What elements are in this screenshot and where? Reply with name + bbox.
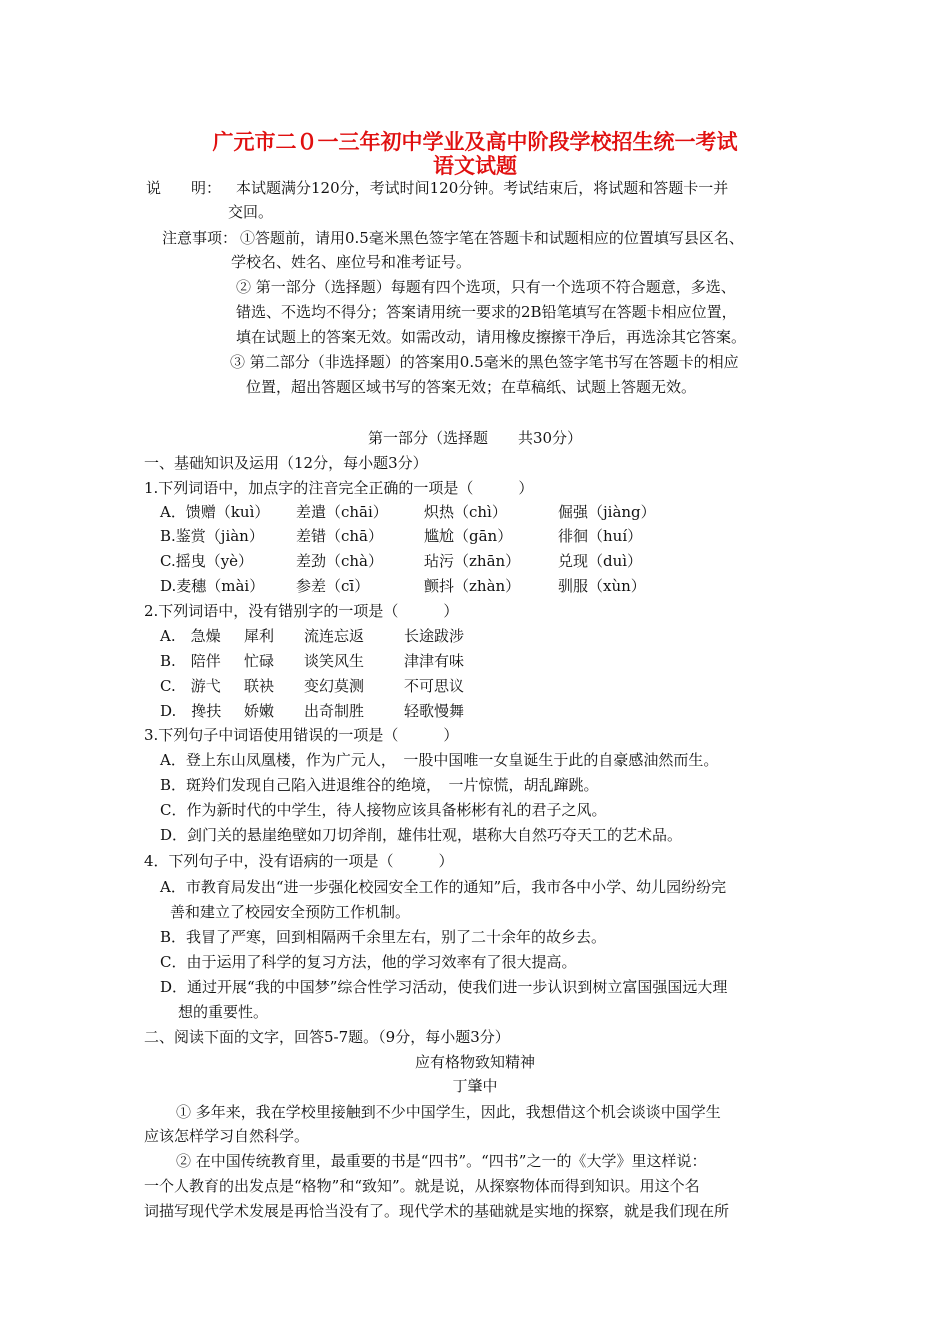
q2-option-cell: 出奇制胜: [304, 702, 365, 720]
q1-option-cell: 差劲（chà）: [296, 552, 384, 570]
q2-option-cell: 联袂: [244, 677, 275, 695]
q2-option-cell: D. 搀扶: [160, 702, 222, 720]
q2-option-cell: C. 游弋: [160, 677, 221, 695]
section-heading: 一、基础知识及运用（12分，每小题3分）: [144, 454, 428, 472]
question-stem: 2.下列词语中，没有错别字的一项是（ ）: [144, 602, 459, 620]
note-line: ①答题前，请用0.5毫米黑色签字笔在答题卡和试题相应的位置填写县区名、: [240, 229, 744, 247]
article-paragraph: 应该怎样学习自然科学。: [144, 1127, 310, 1145]
article-paragraph: ② 在中国传统教育里，最重要的书是“四书”。“四书”之一的《大学》里这样说：: [176, 1152, 707, 1170]
article-paragraph: 一个人教育的出发点是“格物”和“致知”。就是说，从探察物体而得到知识。用这个名: [144, 1177, 700, 1195]
article-title: 应有格物致知精神: [414, 1053, 535, 1071]
q1-option-cell: 参差（cī）: [296, 577, 370, 595]
article-paragraph: ① 多年来，我在学校里接触到不少中国学生，因此，我想借这个机会谈谈中国学生: [176, 1103, 721, 1121]
notes-label: 注意事项：: [162, 229, 238, 247]
q4-option: C．由于运用了科学的复习方法，他的学习效率有了很大提高。: [160, 953, 577, 971]
q4-option: B．我冒了严寒，回到相隔两千余里左右，别了二十余年的故乡去。: [160, 928, 607, 946]
instructions-line: 交回。: [228, 203, 274, 221]
note-line: ③ 第二部分（非选择题）的答案用0.5毫米的黑色签字笔书写在答题卡的相应: [230, 353, 739, 371]
q1-option-cell: 倔强（jiàng）: [558, 503, 656, 521]
note-line: 填在试题上的答案无效。如需改动，请用橡皮擦擦干净后，再选涂其它答案。: [236, 328, 747, 346]
q4-option: A．市教育局发出“进一步强化校园安全工作的通知”后，我市各中小学、幼儿园纷纷完: [160, 878, 727, 896]
q1-option-cell: C.摇曳（yè）: [160, 552, 254, 570]
q2-option-cell: B. 陪伴: [160, 652, 221, 670]
note-line: 学校名、姓名、座位号和准考证号。: [231, 253, 472, 271]
q4-option: 想的重要性。: [178, 1003, 269, 1021]
q1-option-cell: 兑现（duì）: [558, 552, 643, 570]
note-line: 位置，超出答题区域书写的答案无效；在草稿纸、试题上答题无效。: [246, 378, 697, 396]
q2-option-cell: 谈笑风生: [304, 652, 365, 670]
q1-option-cell: 差遣（chāi）: [296, 503, 388, 521]
q4-option: 善和建立了校园安全预防工作机制。: [170, 903, 411, 921]
q1-option-cell: 差错（chā）: [296, 527, 384, 545]
q2-option-cell: A. 急燥: [160, 627, 221, 645]
q1-option-cell: 玷污（zhān）: [424, 552, 521, 570]
q2-option-cell: 娇嫩: [244, 702, 275, 720]
q2-option-cell: 流连忘返: [304, 627, 365, 645]
part1-heading: 第一部分（选择题 共30分）: [367, 429, 583, 447]
q2-option-cell: 轻歌慢舞: [404, 702, 465, 720]
q1-option-cell: 徘徊（huí）: [558, 527, 643, 545]
article-author: 丁肇中: [452, 1077, 498, 1095]
q2-option-cell: 忙碌: [244, 652, 275, 670]
q3-option: B．斑羚们发现自己陷入进退维谷的绝境， 一片惊慌，胡乱蹿跳。: [160, 776, 599, 794]
q2-option-cell: 犀利: [244, 627, 275, 645]
instructions-label: 说 明：: [146, 179, 222, 197]
q1-option-cell: 尴尬（gān）: [424, 527, 513, 545]
article-paragraph: 词描写现代学术发展是再恰当没有了。现代学术的基础就是实地的探察，就是我们现在所: [144, 1202, 730, 1220]
q2-option-cell: 津津有味: [404, 652, 465, 670]
q1-option-cell: 炽热（chì）: [424, 503, 507, 521]
q2-option-cell: 变幻莫测: [304, 677, 365, 695]
exam-subtitle: 语文试题: [433, 154, 517, 178]
question-stem: 3.下列句子中词语使用错误的一项是（ ）: [144, 726, 459, 744]
q1-option-cell: 颤抖（zhàn）: [424, 577, 521, 595]
q3-option: D．剑门关的悬崖绝壁如刀切斧削，雄伟壮观，堪称大自然巧夺天工的艺术品。: [160, 826, 683, 844]
section-heading: 二、阅读下面的文字，回答5-7题。（9分，每小题3分）: [144, 1028, 510, 1046]
q2-option-cell: 不可思议: [404, 677, 465, 695]
note-line: ② 第一部分（选择题）每题有四个选项，只有一个选项不符合题意，多选、: [236, 278, 736, 296]
question-stem: 1.下列词语中，加点字的注音完全正确的一项是（ ）: [144, 479, 534, 497]
q2-option-cell: 长途跋涉: [404, 627, 465, 645]
note-line: 错选、不选均不得分；答案请用统一要求的2B铅笔填写在答题卡相应位置，: [236, 303, 737, 321]
q3-option: C．作为新时代的中学生，待人接物应该具备彬彬有礼的君子之风。: [160, 801, 607, 819]
instructions-line: 本试题满分120分，考试时间120分钟。考试结束后，将试题和答题卡一并: [236, 179, 729, 197]
q1-option-cell: 驯服（xùn）: [558, 577, 646, 595]
q3-option: A．登上东山凤凰楼，作为广元人， 一股中国唯一女皇诞生于此的自豪感油然而生。: [160, 751, 719, 769]
exam-title: 广元市二０一三年初中学业及高中阶段学校招生统一考试: [212, 130, 738, 154]
question-stem: 4．下列句子中，没有语病的一项是（ ）: [144, 852, 454, 870]
q4-option: D．通过开展“我的中国梦”综合性学习活动，使我们进一步认识到树立富国强国远大理: [160, 978, 728, 996]
q1-option-cell: D.麦穗（mài）: [160, 577, 265, 595]
q1-option-cell: A．馈赠（kuì）: [160, 503, 270, 521]
q1-option-cell: B.鉴赏（jiàn）: [160, 527, 264, 545]
